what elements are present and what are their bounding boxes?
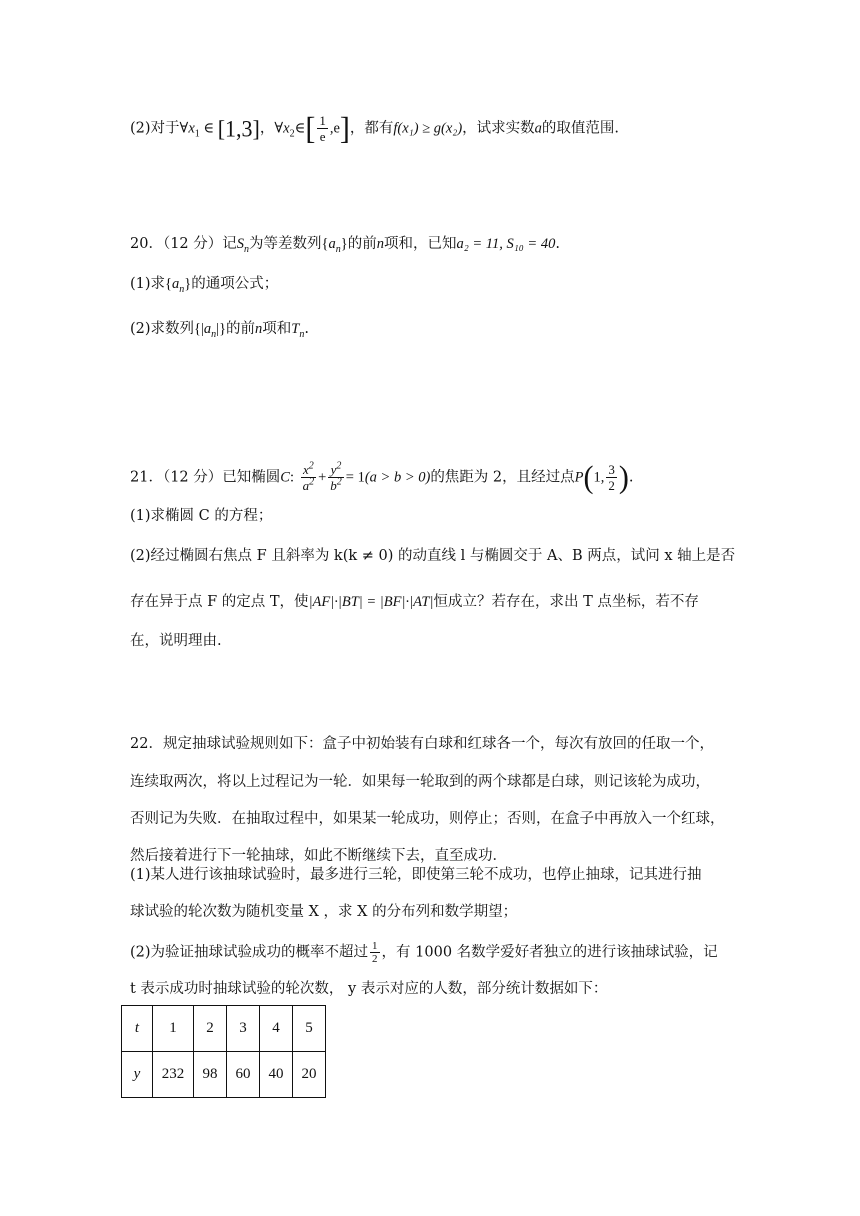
table-cell: 3 bbox=[227, 1006, 260, 1052]
q22-line6: 球试验的轮次数为随机变量 X ，求 X 的分布列和数学期望； bbox=[130, 904, 518, 920]
statistics-table bbox=[121, 1005, 326, 1098]
table-cell: 60 bbox=[227, 1052, 260, 1098]
q22-line4: 然后接着进行下一轮抽球，如此不断继续下去，直至成功． bbox=[130, 848, 507, 864]
q19-part2: (2)对于$\forall x_1$ ∈ [1,3]，$\forall x_2\in$[ $\frac{1}{e}$ ,e]，都有f(x₁) ≥ g(x₂)，试求实数a的取值范围. bbox=[130, 110, 620, 146]
table-cell: y bbox=[122, 1052, 153, 1098]
q22-line2: 连续取两次，将以上过程记为一轮．如果每一轮取到的两个球都是白球，则记该轮为成功， bbox=[130, 774, 710, 790]
q21-part2-line1: (2)经过椭圆右焦点 F 且斜率为 k(k ≠ 0) 的动直线 l 与椭圆交于 A、B 两点，试问 x 轴上是否 bbox=[130, 548, 736, 564]
q20-stem: 20．（12 分）记$S_n$为等差数列$\{a_n\}$的前n项和，已知a₂ = 11, S₁₀ = 40. bbox=[130, 236, 560, 255]
q22-line7: (2)为验证抽球试验成功的概率不超过 $\frac{1}{2}$ ，有 1000 名数学爱好者独立的进行该抽球试验，记 bbox=[130, 940, 718, 965]
q21-stem: 21．（12 分）已知椭圆C: $\frac{x^2}{a^2}$ + $\frac{y^2}{b^2}$ = 1(a > b > 0)的焦距为 2，且经过点P(1, $\frac{3}{2}$ ). bbox=[130, 459, 634, 495]
q21-part2-line3: 在，说明理由. bbox=[130, 633, 222, 649]
q22-line1: 22．规定抽球试验规则如下：盒子中初始装有白球和红球各一个，每次有放回的任取一个， bbox=[130, 736, 714, 752]
q21-part2-line2: 存在异于点 F 的定点 T，使|AF|·|BT| = |BF|·|AT|恒成立？若存在，求出 T 点坐标，若不存 bbox=[130, 594, 699, 610]
q21-part1: (1)求椭圆 C 的方程； bbox=[130, 508, 273, 524]
table-cell: 232 bbox=[153, 1052, 194, 1098]
table-cell: 2 bbox=[194, 1006, 227, 1052]
table-cell: 5 bbox=[293, 1006, 326, 1052]
table-cell: 1 bbox=[153, 1006, 194, 1052]
table-cell: 4 bbox=[260, 1006, 293, 1052]
q22-line3: 否则记为失败．在抽取过程中，如果某一轮成功，则停止；否则，在盒子中再放入一个红球， bbox=[130, 811, 725, 827]
table-cell: 40 bbox=[260, 1052, 293, 1098]
q22-line5: (1)某人进行该抽球试验时，最多进行三轮，即使第三轮不成功，也停止抽球，记其进行抽 bbox=[130, 867, 702, 883]
table-row-y bbox=[122, 1052, 326, 1098]
q20-part1: (1)求$\{a_n\}$的通项公式； bbox=[130, 276, 279, 295]
table-cell: 20 bbox=[293, 1052, 326, 1098]
table-row-t bbox=[122, 1006, 326, 1052]
q22-line8: t 表示成功时抽球试验的轮次数， y 表示对应的人数，部分统计数据如下： bbox=[130, 981, 608, 997]
table-cell: t bbox=[122, 1006, 153, 1052]
q20-part2: (2)求数列$\{|a_n|\}$的前n项和$T_n$. bbox=[130, 321, 309, 340]
table-cell: 98 bbox=[194, 1052, 227, 1098]
